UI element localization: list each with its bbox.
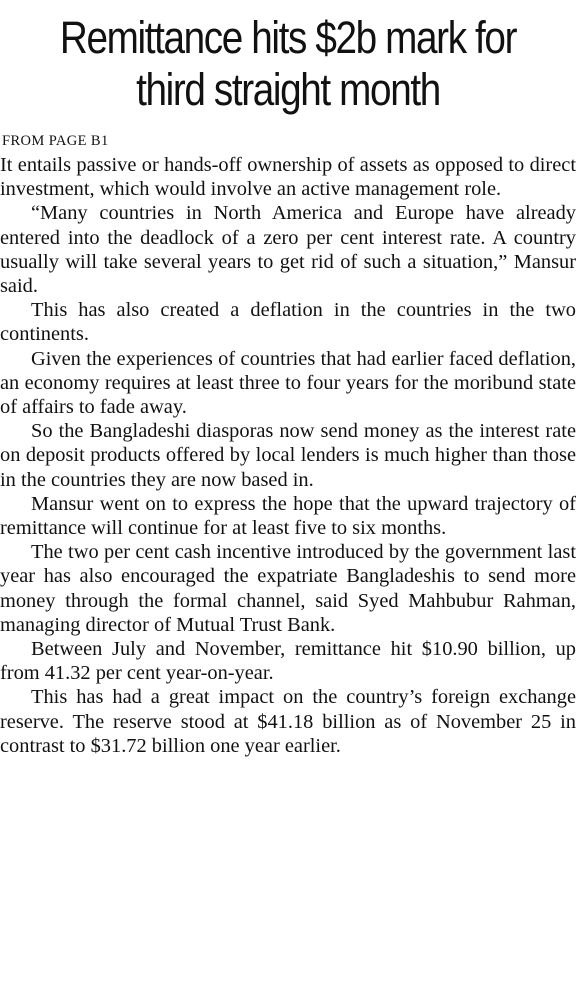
paragraph-6: Mansur went on to express the hope that the upward trajectory of remittance will continue for at least five to six months. xyxy=(0,492,576,540)
paragraph-7: The two per cent cash incentive introduced by the government last year has also encouraged the expatriate Bangladeshis to send more money through the formal channel, said Syed Mahbubur Rahman, managing director of Mutual Trust Bank. xyxy=(0,541,576,636)
continuation-label: FROM PAGE B1 xyxy=(2,133,109,149)
paragraph-8: Between July and November, remittance hit $10.90 billion, up from 41.32 per cent year-on-year. xyxy=(0,638,576,685)
article-body xyxy=(0,153,576,758)
headline-line-1: Remittance hits $2b mark for xyxy=(59,12,517,63)
paragraph-1: It entails passive or hands-off ownership of assets as opposed to direct investment, which would involve an active management role. xyxy=(0,154,576,201)
paragraph-3: This has also created a deflation in the countries in the two continents. xyxy=(0,299,576,346)
headline-line-2: third straight month xyxy=(136,64,440,115)
article-headline xyxy=(40,0,535,116)
paragraph-5: So the Bangladeshi diasporas now send money as the interest rate on deposit products offered by local lenders is much higher than those in the countries they are now based in. xyxy=(0,420,576,491)
paragraph-4: Given the experiences of countries that had earlier faced deflation, an economy requires at least three to four years for the moribund state of affairs to fade away. xyxy=(0,347,576,419)
paragraph-9: This has had a great impact on the country’s foreign exchange reserve. The reserve stood at $41.18 billion as of November 25 in contrast to $31.72 billion one year earlier. xyxy=(0,686,576,757)
paragraph-2: “Many countries in North America and Europe have already entered into the deadlock of a zero per cent interest rate. A country usually will take several years to get rid of such a situation,” Mansur said. xyxy=(0,202,576,298)
